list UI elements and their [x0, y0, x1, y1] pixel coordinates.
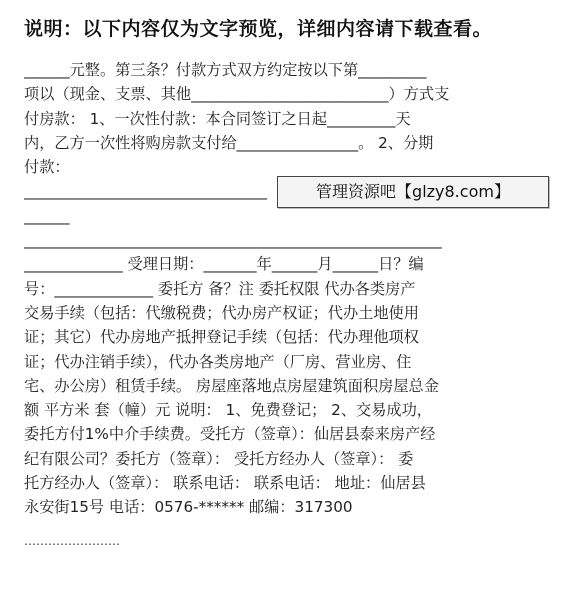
text-line: 证；代办注销手续），代办各类房地产（厂房、营业房、住	[24, 352, 412, 371]
text-line: 宅、办公房）租赁手续。 房屋座落地点房屋建筑面积房屋总金	[24, 376, 439, 395]
text-line: ______元整。第三条？付款方式双方约定按以下第_________	[24, 61, 427, 79]
trailing-dots: ……………………	[24, 534, 120, 548]
text-line: 纪有限公司？委托方（签章）： 受托方经办人（签章）： 委	[24, 449, 414, 468]
watermark-box: 管理资源吧【glzy8.com】	[277, 176, 549, 208]
text-line: 号：_____________ 委托方 备？注 委托权限 代办各类房产	[24, 279, 416, 298]
text-line: 付房款： 1、一次性付款：本合同签订之日起_________天	[24, 109, 411, 128]
text-line: 永安街15号 电话：0576-****** 邮编：317300	[24, 498, 353, 517]
text-line: 项以（现金、支票、其他__________________________）方式支	[24, 85, 450, 104]
text-line: ______	[24, 206, 70, 225]
text-line: 交易手续（包括：代缴税费；代办房产权证；代办土地使用	[24, 303, 419, 322]
text-line: 委托方付1%中介手续费。受托方（签章）：仙居县泰来房产经	[24, 425, 436, 444]
text-line: 付款：	[24, 158, 70, 177]
text-line: ________________________________	[24, 182, 267, 201]
text-line: _______________________________________________________	[24, 231, 442, 250]
text-line: 托方经办人（签章）： 联系电话： 联系电话： 地址：仙居县	[24, 474, 426, 493]
text-line: 证；其它）代办房地产抵押登记手续（包括：代办理他项权	[24, 328, 419, 347]
text-line: 内，乙方一次性将购房款支付给________________。 2、分期	[24, 133, 434, 152]
document-body	[24, 58, 554, 520]
text-line: 额 平方米 套（幢）元 说明： 1、免费登记； 2、交易成功，	[24, 401, 432, 420]
text-line: _____________ 受理日期：_______年______月______日？编	[24, 255, 424, 274]
preview-notice: 说明：以下内容仅为文字预览，详细内容请下载查看。	[24, 18, 493, 40]
